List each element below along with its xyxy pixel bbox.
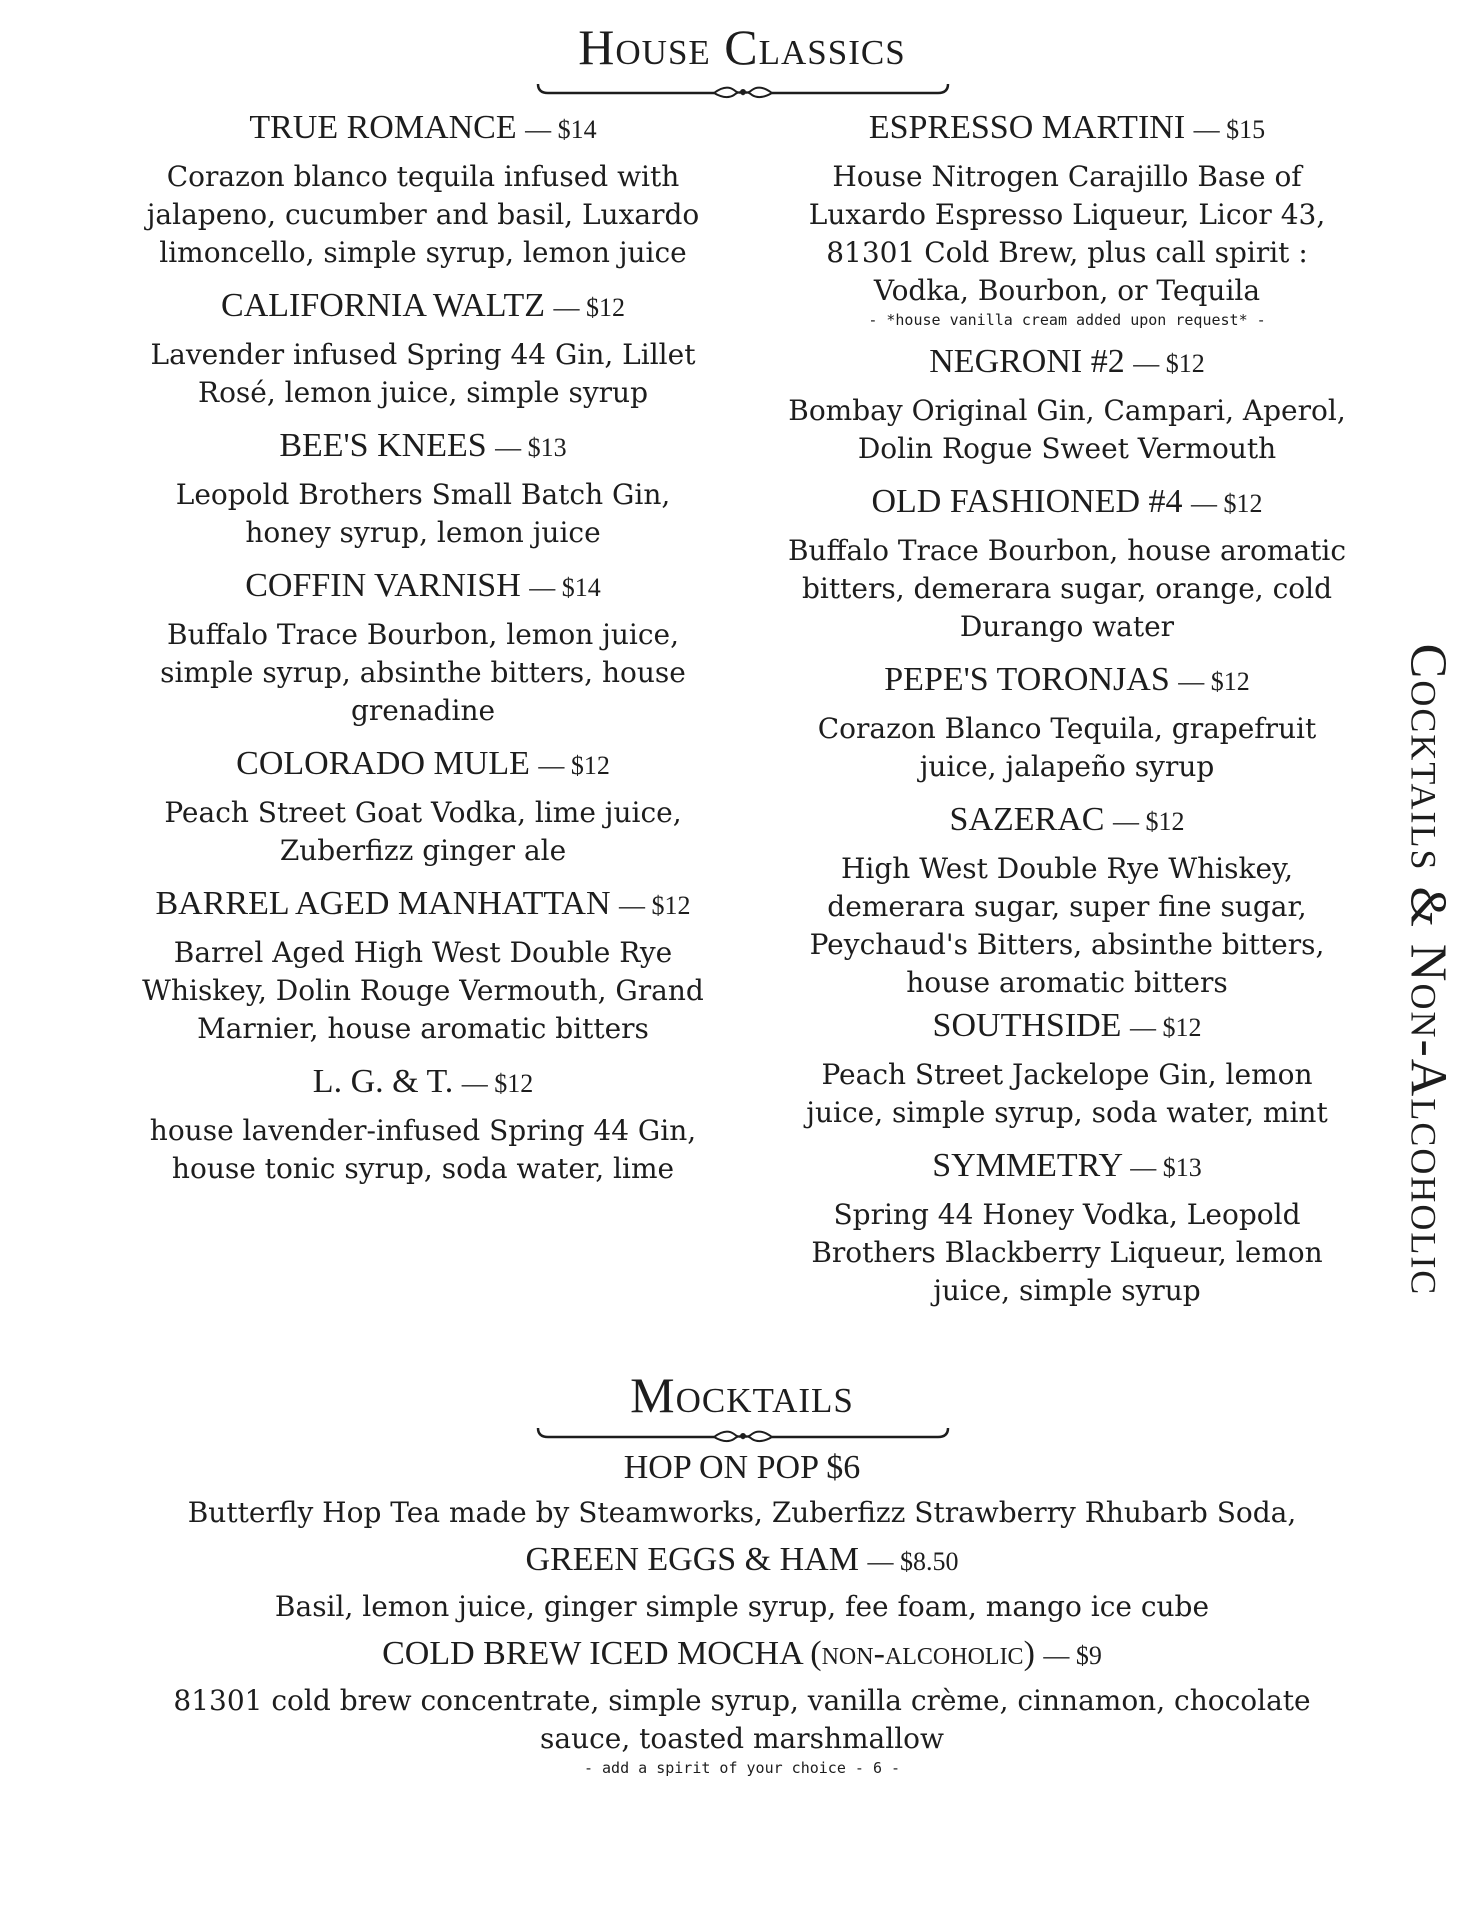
item-price: — $12	[538, 751, 610, 780]
item-description: 81301 cold brew concentrate, simple syrup, vanilla crème, cinnamon, chocolate sauce, toasted marshmallow	[173, 1684, 1311, 1755]
item-name: BARREL AGED MANHATTAN	[155, 885, 611, 922]
left-column	[138, 108, 708, 1188]
menu-item	[782, 1146, 1352, 1310]
item-description: Peach Street Jackelope Gin, lemon juice, simple syrup, soda water, mint	[806, 1058, 1328, 1129]
item-price: — $12	[1112, 807, 1185, 836]
item-name: COLD BREW ICED MOCHA	[382, 1635, 802, 1672]
item-name: SYMMETRY	[932, 1147, 1122, 1184]
item-price: — $12	[1178, 667, 1250, 696]
item-description: Butterfly Hop Tea made by Steamworks, Zuberfizz Strawberry Rhubarb Soda,	[187, 1496, 1297, 1529]
menu-item	[782, 1006, 1352, 1132]
item-description: Basil, lemon juice, ginger simple syrup, fee foam, mango ice cube	[274, 1590, 1210, 1623]
item-name: NEGRONI #2	[929, 343, 1125, 380]
menu-item	[127, 1634, 1357, 1758]
item-description: Spring 44 Honey Vodka, Leopold Brothers Blackberry Liqueur, lemon juice, simple syrup	[811, 1198, 1323, 1307]
item-price: — $15	[1193, 115, 1266, 144]
item-price: — $14	[525, 115, 597, 144]
item-price: — $12	[461, 1069, 534, 1098]
item-name: HOP ON POP	[623, 1449, 818, 1486]
item-description: Buffalo Trace Bourbon, lemon juice, simple syrup, absinthe bitters, house grenadine	[160, 618, 686, 727]
item-description: Peach Street Goat Vodka, lime juice, Zuberfizz ginger ale	[164, 796, 682, 867]
menu-item	[782, 108, 1352, 330]
item-name: L. G. & T.	[312, 1063, 454, 1100]
item-price: — $13	[1130, 1153, 1202, 1182]
item-price: — $12	[1129, 1013, 1202, 1042]
item-description: Corazon Blanco Tequila, grapefruit juice, jalapeño syrup	[817, 712, 1317, 783]
item-name: BEE'S KNEES	[279, 427, 487, 464]
item-description: house lavender-infused Spring 44 Gin, house tonic syrup, soda water, lime	[149, 1114, 697, 1185]
item-price: $6	[826, 1449, 861, 1486]
item-description: House Nitrogen Carajillo Base of Luxardo Espresso Liqueur, Licor 43, 81301 Cold Brew, plus call spirit : Vodka, Bourbon, or Tequila	[808, 160, 1326, 307]
item-description: Buffalo Trace Bourbon, house aromatic bitters, demerara sugar, orange, cold Durango water	[787, 534, 1347, 643]
menu-item	[138, 744, 708, 870]
item-qualifier: (non-alcoholic)	[810, 1635, 1035, 1672]
item-description: High West Double Rye Whiskey, demerara sugar, super fine sugar, Peychaud's Bitters, absinthe bitters, house aromatic bitters	[809, 852, 1325, 999]
item-note: - *house vanilla cream added upon request* -	[868, 311, 1266, 329]
ornament-divider-icon	[534, 80, 952, 106]
item-description: Lavender infused Spring 44 Gin, Lillet Rosé, lemon juice, simple syrup	[150, 338, 696, 409]
item-price: — $12	[1191, 489, 1263, 518]
menu-item	[138, 884, 708, 1048]
item-name: COFFIN VARNISH	[245, 567, 521, 604]
item-description: Leopold Brothers Small Batch Gin, honey syrup, lemon juice	[175, 478, 671, 549]
item-price: — $8.50	[867, 1547, 959, 1576]
item-description: Barrel Aged High West Double Rye Whiskey, Dolin Rouge Vermouth, Grand Marnier, house aromatic bitters	[142, 936, 704, 1045]
mocktails-list	[0, 1448, 1484, 1778]
item-name: ESPRESSO MARTINI	[868, 109, 1186, 146]
right-column	[782, 108, 1352, 1310]
menu-item	[138, 108, 708, 272]
menu-item	[782, 342, 1352, 468]
item-price: — $9	[1043, 1641, 1102, 1670]
item-description: Corazon blanco tequila infused with jalapeno, cucumber and basil, Luxardo limoncello, simple syrup, lemon juice	[146, 160, 700, 269]
item-name: CALIFORNIA WALTZ	[221, 287, 545, 324]
menu-item	[138, 1062, 708, 1188]
item-name: PEPE'S TORONJAS	[884, 661, 1170, 698]
house-classics-title: House Classics	[578, 19, 906, 75]
item-name: OLD FASHIONED #4	[871, 483, 1183, 520]
item-price: — $13	[495, 433, 567, 462]
item-name: GREEN EGGS & HAM	[525, 1541, 859, 1578]
item-price: — $12	[1133, 349, 1205, 378]
menu-item	[782, 482, 1352, 646]
item-name: COLORADO MULE	[236, 745, 530, 782]
menu-item	[138, 566, 708, 730]
item-name: SOUTHSIDE	[932, 1007, 1122, 1044]
ornament-divider-icon	[534, 1424, 952, 1450]
item-price: — $14	[529, 573, 601, 602]
item-name: SAZERAC	[949, 801, 1105, 838]
menu-item	[782, 660, 1352, 786]
menu-item	[127, 1448, 1357, 1532]
mocktails-title: Mocktails	[630, 1367, 854, 1423]
menu-item	[138, 286, 708, 412]
item-description: Bombay Original Gin, Campari, Aperol, Dolin Rogue Sweet Vermouth	[788, 394, 1346, 465]
item-price: — $12	[619, 891, 691, 920]
menu-item	[138, 426, 708, 552]
menu-item	[127, 1540, 1357, 1626]
item-name: TRUE ROMANCE	[249, 109, 517, 146]
footer-note: - add a spirit of your choice - 6 -	[583, 1759, 901, 1777]
side-title: Cocktails & Non-Alcoholic	[1399, 643, 1457, 1297]
item-price: — $12	[553, 293, 625, 322]
menu-item	[782, 800, 1352, 1002]
